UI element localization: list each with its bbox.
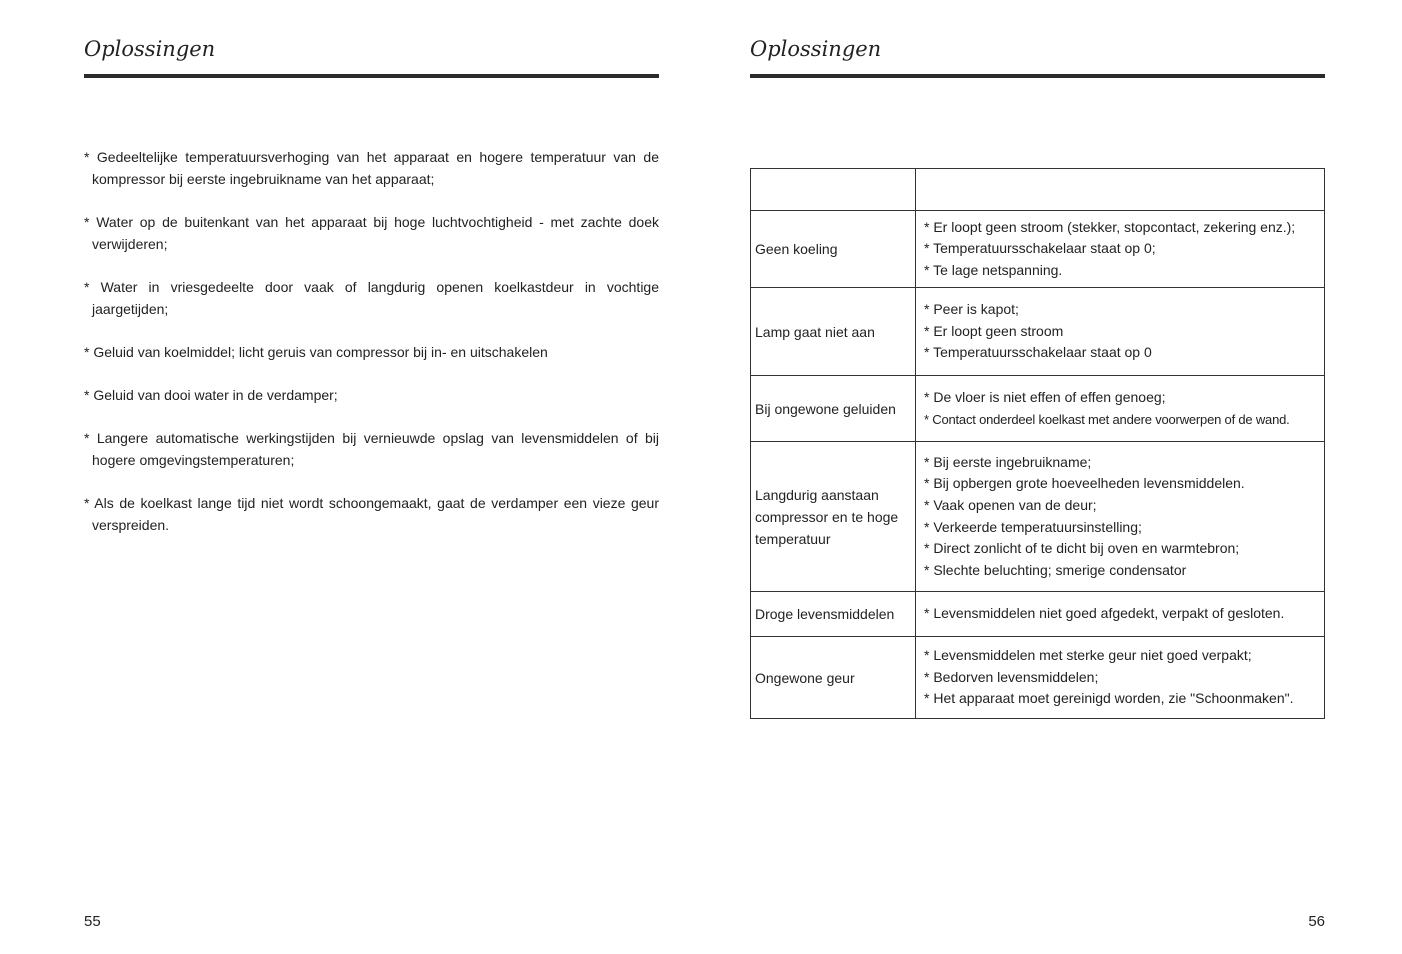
- page-number: 55: [84, 913, 101, 930]
- problem-cell: Lamp gaat niet aan: [751, 288, 916, 376]
- problem-cell: Langdurig aanstaan compressor en te hoge temperatuur: [751, 442, 916, 592]
- cause-cell: [916, 442, 1325, 592]
- cause-line: * Bij opbergen grote hoeveelheden levensmiddelen.: [924, 475, 1245, 492]
- cause-cell: [916, 211, 1325, 288]
- title-rule: [750, 74, 1325, 78]
- table-row: [751, 637, 1325, 719]
- cause-line: * Vaak openen van de deur;: [924, 496, 1097, 513]
- cause-cell: [916, 376, 1325, 442]
- note-item: * Langere automatische werkingstijden bij vernieuwde opslag van levensmiddelen of bij hogere omgevingstemperaturen;: [84, 430, 659, 468]
- note-item: * Geluid van dooi water in de verdamper;: [84, 387, 338, 403]
- table-row: [751, 442, 1325, 592]
- header-cell-cause: [916, 169, 1325, 211]
- cause-line: * Direct zonlicht of te dicht bij oven en warmtebron;: [924, 540, 1240, 557]
- cause-line: * Er loopt geen stroom (stekker, stopcontact, zekering enz.);: [924, 218, 1296, 235]
- cause-line: * Bedorven levensmiddelen;: [924, 668, 1099, 685]
- cause-line: * Temperatuursschakelaar staat op 0: [924, 344, 1152, 361]
- cause-line: * Levensmiddelen met sterke geur niet goed verpakt;: [924, 647, 1252, 664]
- table-row: [751, 211, 1325, 288]
- cause-line: * Verkeerde temperatuursinstelling;: [924, 518, 1142, 535]
- note-item: * Gedeeltelijke temperatuursverhoging van het apparaat en hogere temperatuur van de kompressor bij eerste ingebruikname van het apparaat;: [84, 149, 659, 187]
- cause-line: * Temperatuursschakelaar staat op 0;: [924, 240, 1156, 257]
- table-row: [751, 288, 1325, 376]
- cause-line: * Er loopt geen stroom: [924, 322, 1064, 339]
- cause-cell: [916, 592, 1325, 637]
- cause-line: * Peer is kapot;: [924, 301, 1019, 318]
- title-rule: [84, 74, 659, 78]
- right-page: [750, 0, 1325, 954]
- problem-cell: Ongewone geur: [751, 637, 916, 719]
- note-item: * Water in vriesgedeelte door vaak of langdurig openen koelkastdeur in vochtige jaargetijden;: [84, 279, 659, 317]
- cause-cell: [916, 637, 1325, 719]
- cause-line: * Te lage netspanning.: [924, 261, 1063, 278]
- cause-line: * Slechte beluchting; smerige condensator: [924, 561, 1187, 578]
- troubleshooting-table: [750, 168, 1325, 719]
- page-title: Oplossingen: [750, 37, 882, 61]
- cause-line: * De vloer is niet effen of effen genoeg;: [924, 388, 1166, 405]
- header-cell-problem: [751, 169, 916, 211]
- note-item: * Geluid van koelmiddel; licht geruis van compressor bij in- en uitschakelen: [84, 344, 548, 360]
- table-row: [751, 592, 1325, 637]
- table-header-row: [751, 169, 1325, 211]
- problem-cell: Droge levensmiddelen: [751, 592, 916, 637]
- notes-list: [84, 146, 659, 557]
- left-page: [84, 0, 659, 954]
- cause-cell: [916, 288, 1325, 376]
- page-number: 56: [1308, 913, 1325, 930]
- note-item: * Als de koelkast lange tijd niet wordt schoongemaakt, gaat de verdamper een vieze geur verspreiden.: [84, 495, 659, 533]
- note-item: * Water op de buitenkant van het apparaat bij hoge luchtvochtigheid - met zachte doek verwijderen;: [84, 214, 659, 252]
- table-row: [751, 376, 1325, 442]
- problem-cell: Geen koeling: [751, 211, 916, 288]
- problem-cell: Bij ongewone geluiden: [751, 376, 916, 442]
- page-title: Oplossingen: [84, 37, 216, 61]
- cause-line: * Levensmiddelen niet goed afgedekt, verpakt of gesloten.: [924, 605, 1285, 622]
- cause-line: * Contact onderdeel koelkast met andere voorwerpen of de wand.: [924, 411, 1290, 427]
- cause-line: * Bij eerste ingebruikname;: [924, 453, 1092, 470]
- cause-line: * Het apparaat moet gereinigd worden, zie "Schoonmaken".: [924, 690, 1294, 707]
